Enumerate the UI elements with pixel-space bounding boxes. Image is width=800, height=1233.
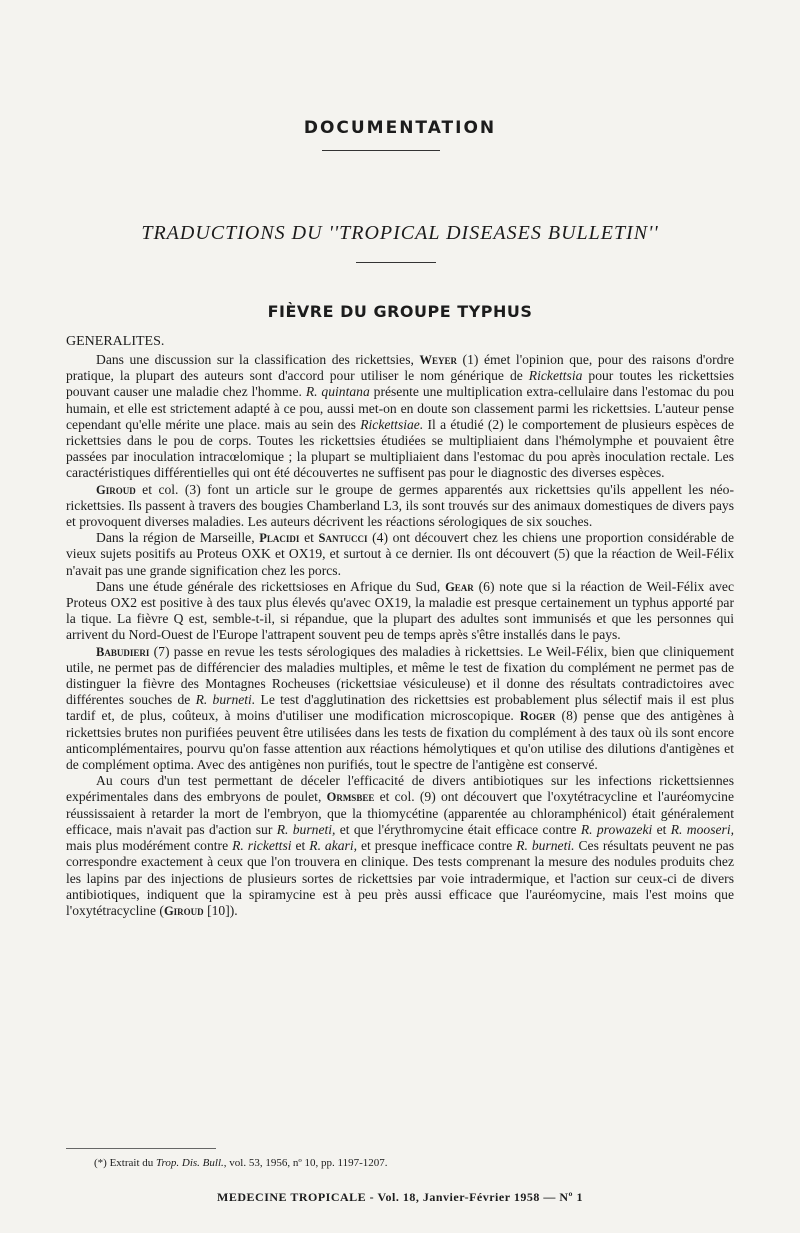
subtitle-divider bbox=[356, 262, 436, 263]
section-title: FIÈVRE DU GROUPE TYPHUS bbox=[267, 302, 533, 321]
title-divider bbox=[322, 150, 440, 151]
footnote: (*) Extrait du Trop. Dis. Bull., vol. 53, 1956, nº 10, pp. 1197-1207. bbox=[94, 1157, 388, 1169]
article-body bbox=[66, 352, 734, 919]
subtitle: TRADUCTIONS DU ''TROPICAL DISEASES BULLETIN'' bbox=[141, 222, 659, 244]
subheading: GENERALITES. bbox=[66, 334, 165, 349]
author-name: Gear bbox=[445, 579, 474, 594]
author-name: Placidi bbox=[259, 531, 300, 546]
author-name: Santucci bbox=[318, 531, 368, 546]
author-name: Giroud bbox=[96, 482, 136, 497]
author-name: Babudieri bbox=[96, 644, 150, 659]
footnote-divider bbox=[66, 1148, 216, 1149]
banner-title: DOCUMENTATION bbox=[303, 118, 497, 138]
author-name: Ormsbee bbox=[326, 790, 375, 805]
paragraph-4: Dans une étude générale des rickettsioses en Afrique du Sud, Gear (6) note que si la réaction de Weil-Félix avec Proteus OX2 est positive à des taux plus élevés qu'avec OX19, la maladie est presque certainement un typhus apporté par la tique. La fièvre Q est, semble-t-il, si répandue, que la plupart des adultes sont immunisés et que les personnes qui arrivent du Nord-Ouest de l'Europe l'attrapent souvent peu de temps après s'être installés dans le pays. bbox=[66, 578, 734, 643]
journal-footer: MEDECINE TROPICALE - Vol. 18, Janvier-Février 1958 — Nº 1 bbox=[217, 1190, 583, 1204]
author-name: Roger bbox=[519, 709, 556, 724]
paragraph-3: Dans la région de Marseille, Placidi et Santucci (4) ont découvert chez les chiens une proportion considérable de vieux sujets positifs au Proteus OXK et OX19, et surtout à ce dernier. Ils ont découvert (5) que la réaction de Weil-Félix n'avait pas une grande signification chez les porcs. bbox=[66, 530, 735, 578]
paragraph-2: Giroud et col. (3) font un article sur le groupe de germes apparentés aux rickettsies qu'ils appellent les néo-rickettsies. Ils passent à travers des bougies Chamberland L3, ils sont trouvés sur des animaux domestiques de divers pays et provoquent diverses maladies. Les auteurs décrivent les réactions sérologiques de six souches. bbox=[66, 481, 734, 530]
paragraph-6: Au cours d'un test permettant de déceler l'efficacité de divers antibiotiques sur les infections rickettsiennes expérimentales dans des embryons de poulet, Ormsbee et col. (9) ont découvert que l'oxytétracycline et l'auréomycine réussissaient à retarder la mort de l'embryon, que la thiomycétine (apparentée au chloramphénicol) était généralement efficace, mais n'avait pas d'action sur R. burneti, et que l'érythromycine était efficace contre R. prowazeki et R. mooseri, mais plus modérément contre R. rickettsi et R. akari, et presque inefficace contre R. burneti. Ces résultats peuvent ne pas correspondre exactement à ceux que l'on trouvera en clinique. Des tests comprenant la mesure des nodules produits chez les lapins par des injections de plusieurs sortes de rickettsies par voie intradermique, et l'action sur ceux-ci de divers antibiotiques, indiquent que la spiramycine est à peu près aussi efficace que l'auréomycine, mais l'est moins que l'oxytétracycline (Giroud [10]). bbox=[66, 773, 735, 918]
author-name: Giroud bbox=[163, 903, 204, 918]
paragraph-1: Dans une discussion sur la classification des rickettsies, Weyer (1) émet l'opinion que, pour des raisons d'ordre pratique, la plupart des auteurs sont d'accord pour utiliser le nom générique de Rickettsia pour toutes les rickettsies pouvant causer une maladie chez l'homme. R. quintana présente une multiplication extra-cellulaire dans l'estomac du pou humain, et elle est strictement adapté à ce pou, aussi met-on en doute son classement parmi les rickettsies. L'auteur pense cependant qu'elle mérite une place. mais au sein des Rickettsiae. Il a étudié (2) le comportement de plusieurs espèces de rickettsies dans le pou de corps. Toutes les rickettsies étudiées se multipliaient dans l'hémolymphe et pouvaient être passées par inoculation intracœlomique ; la plupart se multipliaient dans l'estomac du pou après inoculation rectale. Les caractéristiques différentielles qui ont été découvertes ne suffisent pas pour le diagnostic des diverses espèces. bbox=[66, 352, 734, 481]
paragraph-5: Babudieri (7) passe en revue les tests sérologiques des maladies à rickettsies. Le Weil-Félix, bien que cliniquement utile, ne permet pas de différencier des maladies multiples, et même le test de fixation du complément ne permet pas de distinguer la fièvre des Montagnes Rocheuses (rickettsiae vésiculeuse) et il donne des résultats contradictoires avec différentes souches de R. burneti. Le test d'agglutination des rickettsies est probablement plus sélectif mais il est plus tardif et, de plus, coûteux, à moins d'utiliser une modification microscopique. Roger (8) pense que des antigènes à rickettsies brutes non purifiées peuvent être utilisées dans les tests de fixation du complément à des taux où ils sont encore anticomplémentaires, pourvu qu'on fasse attention aux réactions hémolytiques et qu'on utilise des dilutions d'antigènes et de complément optima. Avec des antigènes non purifiés, tout le spectre de l'antigène est conservé. bbox=[66, 643, 735, 773]
author-name: Weyer bbox=[419, 353, 457, 367]
